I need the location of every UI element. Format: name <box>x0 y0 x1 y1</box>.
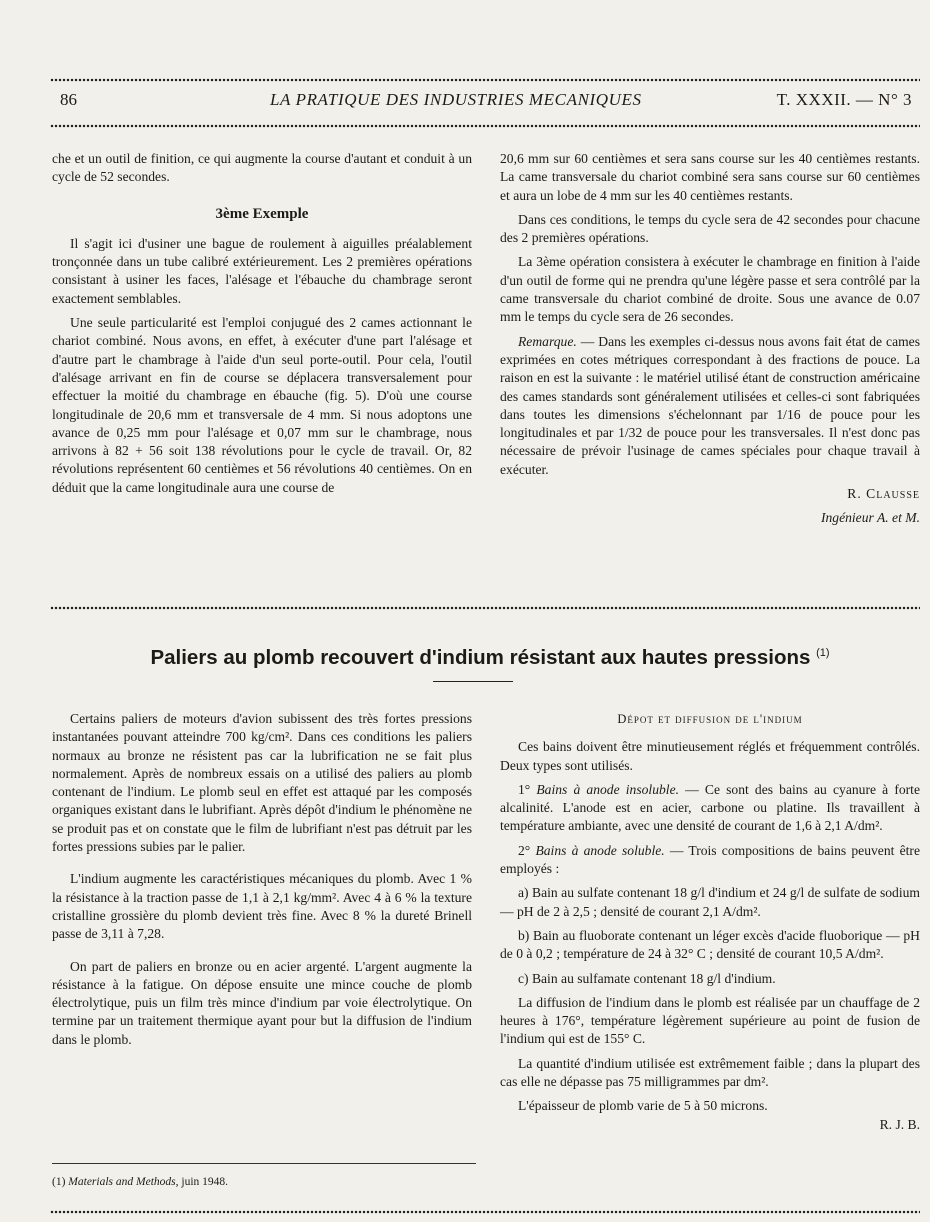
footnote-mark: (1) <box>52 1176 66 1188</box>
article1-left-column <box>52 150 472 503</box>
footnote-date: juin 1948. <box>178 1176 229 1188</box>
paragraph: 20,6 mm sur 60 centièmes et sera sans course sur les 40 centièmes restants. La came transversale du chariot combiné sera sans course sur 60 centièmes et aura un lobe de 4 mm sur les 40 centièmes restants. <box>500 151 920 203</box>
paragraph: Une seule particularité est l'emploi conjugué des 2 cames actionnant le chariot combiné. Nous avons, en effet, à exécuter d'une part l'alésage et d'autre part le chambrage à l'aide d'un seul porte-outil. Pour cela, l'outil d'alésage arrivant en fin de course se déplacera transversalement pour effectuer la moitié du chambrage en ébauche (fig. 5). D'où une course longitudinale de 20,6 mm et transversale de 4 mm. Si nous adoptons une avance de 0,25 mm pour l'alésage et 0,07 mm sur le chambrage, nous arrivons à 82 + 56 soit 138 révolutions pour le cycle de travail. Or, 82 révolutions représentent 60 centièmes et 56 révolutions 40 centièmes. On en déduit que la came longitudinale aura une course de <box>52 315 472 495</box>
paragraph: La 3ème opération consistera à exécuter le chambrage en finition à l'aide d'un outil de forme qui ne prendra qu'une légère passe et sera contrôlé par la came transversale du chariot combiné de droite. Sous une avance de 0.07 mm le temps du cycle sera de 26 secondes. <box>500 254 920 325</box>
paragraph: On part de paliers en bronze ou en acier argenté. L'argent augmente la résistance à la fatigue. On dépose ensuite une mince couche de plomb électrolytique, puis un film très mince d'indium par voie électrolytique. On termine par un traitement thermique ayant pour but la diffusion de l'indium dans le plomb. <box>52 958 472 1047</box>
paragraph: a) Bain au sulfate contenant 18 g/l d'indium et 24 g/l de sulfate de sodium — pH de 2 à 2,5 ; densité de courant 2,1 A/dm². <box>500 885 920 919</box>
section-heading: 3ème Exemple <box>215 205 309 222</box>
remark-label: Remarque. <box>518 333 577 349</box>
footnote-source: Materials and Methods, <box>68 1176 179 1188</box>
bath2-paragraph <box>500 842 920 879</box>
paragraph: Certains paliers de moteurs d'avion subissent des très fortes pressions instantanées pouvant atteindre 700 kg/cm². Dans ces conditions les paliers normaux au bronze ne résistent pas car la lubrification ne se fait plus normalement. Après de nombreux essais on a utilisé des paliers au plomb contenant de l'indium. Le plomb seul en effet est attaqué par les composés organiques existant dans le lubrifiant. Après dépôt d'indium le phénomène ne se produit pas et on constate que le film de lubrifiant n'est pas détruit par les fortes pressions subies par le palier. <box>52 711 472 855</box>
paragraph: Il s'agit ici d'usiner une bague de roulement à aiguilles préalablement tronçonnée dans un tube calibré extérieurement. Les 2 premières opérations consistant à usiner les faces, l'alésage et l'ébauche du chambrage seront exactement semblables. <box>52 235 472 306</box>
page-number: 86 <box>60 90 77 109</box>
article2-right-column <box>500 710 920 1140</box>
bath2-label: Bains à anode soluble. <box>535 842 665 858</box>
paragraph: Ces bains doivent être minutieusement réglés et fréquemment contrôlés. Deux types sont utilisés. <box>500 739 920 773</box>
page-bottom-rule <box>50 1210 920 1214</box>
paragraph: La diffusion de l'indium dans le plomb est réalisée par un chauffage de 2 heures à 176°, température légèrement supérieure au point de fusion de l'indium qui est de 155° C. <box>500 994 920 1047</box>
journal-title: LA PRATIQUE DES INDUSTRIES MECANIQUES <box>270 90 642 109</box>
running-header <box>60 90 920 114</box>
title-underline <box>433 681 513 682</box>
issue-number: T. XXXII. — N° 3 <box>776 90 912 109</box>
article-separator-rule <box>50 606 920 610</box>
paragraph: b) Bain au fluoborate contenant un léger excès d'acide fluoborique — pH de 0 à 0,2 ; température de 24 à 32° C ; densité de courant 10,5 A/dm². <box>500 927 920 962</box>
author-signature <box>500 485 920 503</box>
article2-title-text: Paliers au plomb recouvert d'indium résistant aux hautes pressions <box>150 646 811 669</box>
footnote <box>52 1176 228 1188</box>
article2-left-column <box>52 710 472 1055</box>
header-top-rule <box>50 78 920 82</box>
paragraph: Dans ces conditions, le temps du cycle sera de 42 secondes pour chacune des 2 premières opérations. <box>500 211 920 246</box>
paragraph: che et un outil de finition, ce qui augmente la course d'autant et conduit à un cycle de 52 secondes. <box>52 151 472 185</box>
bath1-label: Bains à anode insoluble. <box>536 781 680 797</box>
article2-title <box>60 646 920 670</box>
footnote-rule <box>52 1163 476 1164</box>
paragraph: c) Bain au sulfamate contenant 18 g/l d'indium. <box>518 970 776 986</box>
remark-text: — Dans les exemples ci-dessus nous avons fait état de cames exprimées en cotes métriques correspondant à des fractions de pouce. La raison en est la suivante : le matériel utilisé étant de construction américaine des cames standards sont généralement utilisées et celles-ci sont fabriquées dans toutes les dimensions s'échelonnant par 1/16 de pouce pour les longitudinales et par 1/32 de pouce pour les transversales. Il n'est donc pas nécessaire de prévoir l'usinage de cames spéciales pour chaque travail à exécuter. <box>500 333 920 477</box>
article1-right-column <box>500 150 920 534</box>
paragraph: L'indium augmente les caractéristiques mécaniques du plomb. Avec 1 % la résistance à la traction passe de 1,1 à 2,1 kg/mm². Avec 4 à 6 % la texture cristalline grossière du plomb devient très fine. Avec 8 % la dureté Brinell passe de 3,11 à 7,28. <box>52 871 472 942</box>
header-bottom-rule <box>50 124 920 128</box>
bath1-paragraph <box>500 781 920 836</box>
author-title: Ingénieur A. et M. <box>820 510 920 526</box>
author-name: R. Clausse <box>847 486 920 502</box>
bath1-number: 1° <box>518 781 531 797</box>
article2-signature: R. J. B. <box>879 1116 920 1132</box>
bath2-text: — Trois compositions de bains peuvent être employés : <box>500 842 920 877</box>
paragraph: La quantité d'indium utilisée est extrêmement faible ; dans la plupart des cas elle ne dépasse pas 75 milligrammes par dm². <box>500 1055 920 1090</box>
bath1-text: — Ce sont des bains au cyanure à forte alcalinité. L'anode est en acier, carbone ou platine. Ils travaillent à température ambiante, avec une densité de courant de 1,6 à 2,1 A/dm². <box>500 781 920 834</box>
section-heading: Dépot et diffusion de l'indium <box>617 712 803 726</box>
remark-paragraph <box>500 333 920 479</box>
bath2-number: 2° <box>518 842 531 858</box>
paragraph: L'épaisseur de plomb varie de 5 à 50 microns. <box>518 1098 768 1114</box>
title-footnote-mark: (1) <box>816 647 830 660</box>
